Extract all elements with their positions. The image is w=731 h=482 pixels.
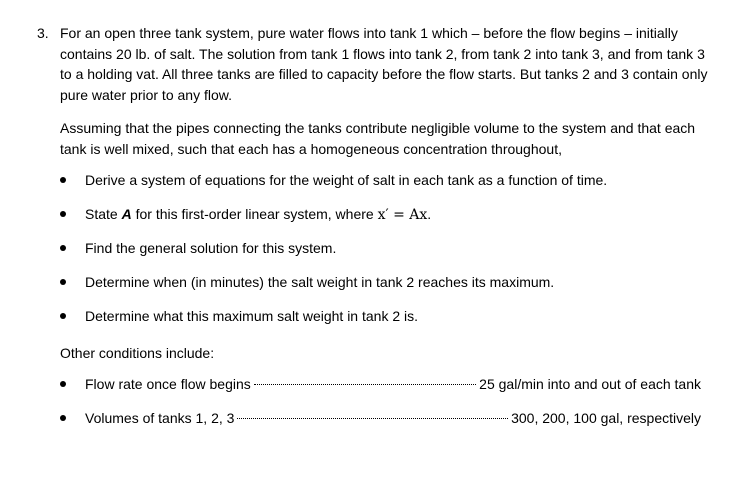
question-number: 3.	[37, 25, 49, 41]
bullet-dot-icon	[60, 313, 66, 319]
bullet-dot-icon	[60, 381, 66, 387]
task-bullet-1	[60, 170, 710, 190]
dot-leader	[237, 418, 508, 419]
assumption-paragraph: Assuming that the pipes connecting the tanks contribute negligible volume to the system and that each tank is well mixed, such that each has a homogeneous concentration throughout,	[60, 120, 696, 157]
bullet-dot-icon	[60, 211, 66, 217]
task-bullet-5	[60, 306, 710, 326]
task-text	[85, 204, 431, 225]
bullet-dot-icon	[60, 177, 66, 183]
task-text: Derive a system of equations for the weight of salt in each tank as a function of time.	[85, 172, 608, 188]
other-conditions-heading: Other conditions include:	[60, 345, 215, 361]
task-text-middle: for this first-order linear system, where	[131, 206, 378, 222]
task-text-prefix: State	[85, 206, 122, 222]
task-text: Determine when (in minutes) the salt weight in tank 2 reaches its maximum.	[85, 274, 555, 290]
bullet-dot-icon	[60, 279, 66, 285]
matrix-symbol: A	[121, 206, 132, 222]
task-text: Find the general solution for this system.	[85, 240, 337, 256]
condition-value: 300, 200, 100 gal, respectively	[511, 410, 701, 426]
equation: x′ = Ax	[377, 207, 428, 223]
task-bullet-4	[60, 272, 710, 292]
task-bullet-2	[60, 204, 710, 224]
dot-leader	[254, 384, 476, 385]
condition-value: 25 gal/min into and out of each tank	[479, 376, 701, 392]
intro-paragraph: For an open three tank system, pure water flows into tank 1 which – before the flow begins – initially contains 20 lb. of salt. The solution from tank 1 flows into tank 2, from tank 2 into tank 3, and from tank 3 to a holding vat. All three tanks are filled to capacity before the flow starts. But tanks 2 and 3 contain only pure water prior to any flow.	[60, 25, 708, 103]
task-bullet-3	[60, 238, 710, 258]
condition-label: Flow rate once flow begins	[85, 376, 251, 392]
condition-volumes	[60, 408, 701, 428]
bullet-dot-icon	[60, 415, 66, 421]
condition-label: Volumes of tanks 1, 2, 3	[85, 410, 235, 426]
condition-flow-rate	[60, 374, 701, 394]
bullet-dot-icon	[60, 245, 66, 251]
task-text-suffix: .	[427, 206, 432, 222]
task-text: Determine what this maximum salt weight in tank 2 is.	[85, 308, 419, 324]
